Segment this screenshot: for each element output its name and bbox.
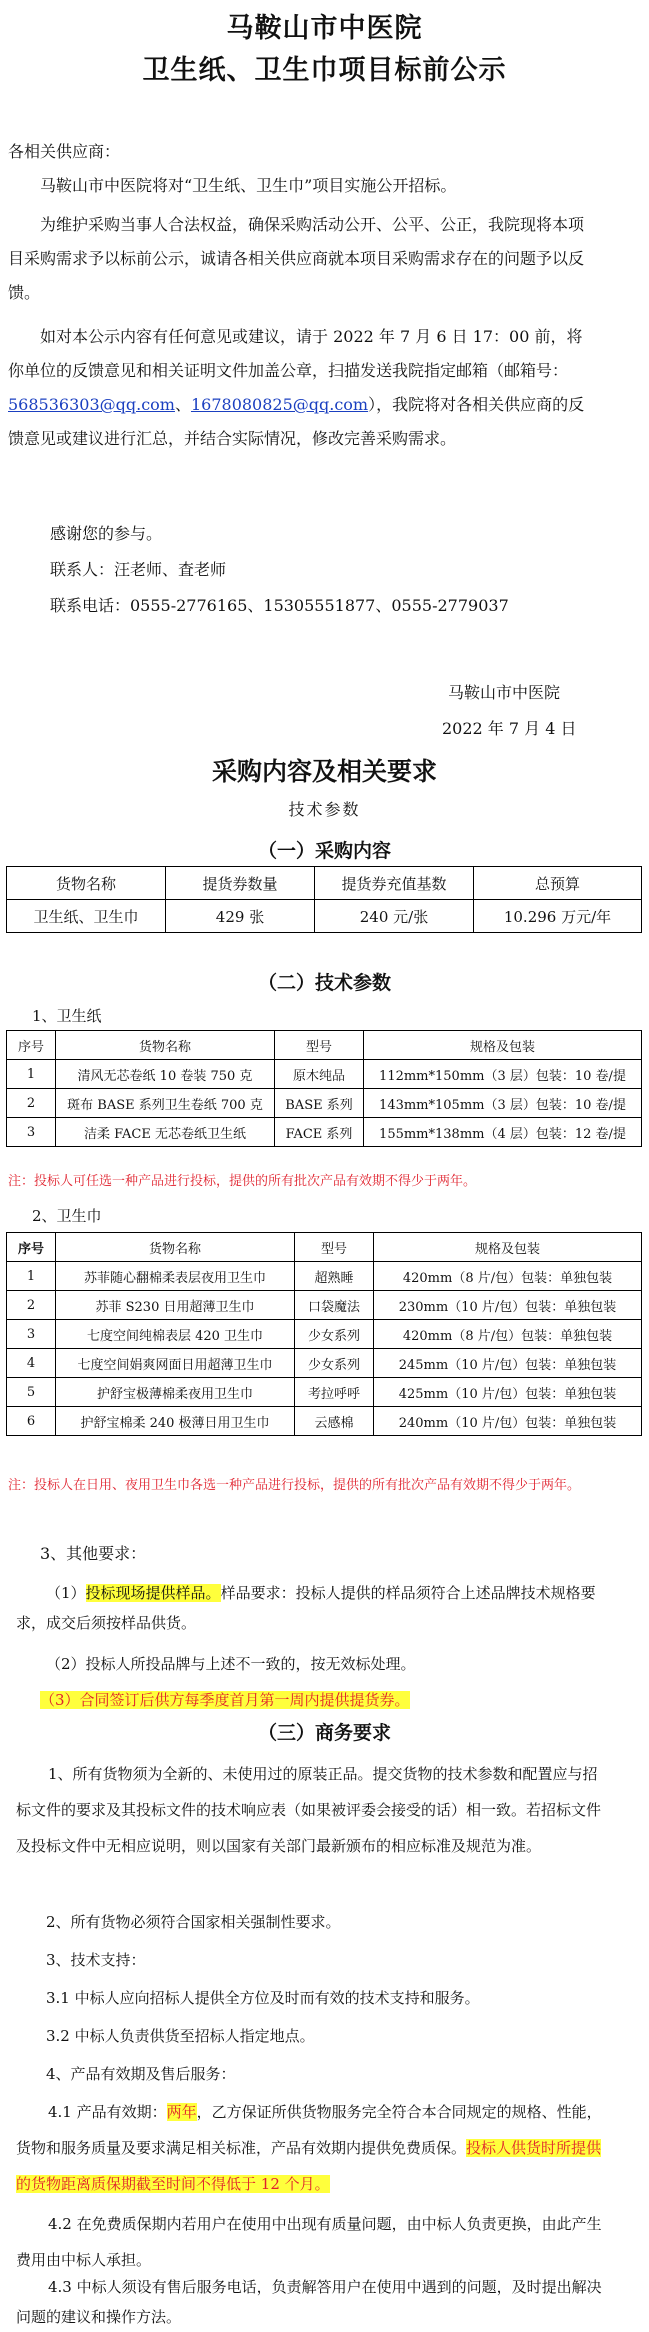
- sign-date: 2022 年 7 月 4 日: [442, 719, 577, 738]
- thanks-text: 感谢您的参与。: [50, 524, 163, 543]
- table-header-cell: 规格及包装: [374, 1233, 642, 1262]
- table-cell: 240mm（10 片/包）包装：单独包装: [374, 1407, 642, 1436]
- table-cell: 超熟睡: [295, 1262, 374, 1291]
- business-item-1: 1、所有货物须为全新的、未使用过的原装正品。提交货物的技术参数和配置应与招标文件的要求及其投标文件的技术响应表（如果被评委会接受的话）相一致。若招标文件及投标文件中无相应说明，则以国家有关部门最新颁布的相应标准及规范为准。: [16, 1765, 602, 1855]
- table-cell: 护舒宝棉柔 240 极薄日用卫生巾: [56, 1407, 295, 1436]
- table-cell: 155mm*138mm（4 层）包装：12 卷/提: [364, 1118, 642, 1147]
- toilet-paper-table: [6, 1030, 642, 1147]
- contact-phone: 联系电话：0555-2776165、15305551877、0555-2779037: [50, 596, 509, 615]
- table-cell: 卫生纸、卫生巾: [7, 900, 166, 933]
- table-row: [7, 1089, 642, 1118]
- business-item-4: 4、产品有效期及售后服务：: [46, 2065, 236, 2083]
- table-cell: 1: [7, 1262, 56, 1291]
- table-cell: FACE 系列: [275, 1118, 364, 1147]
- table-cell: 5: [7, 1378, 56, 1407]
- notice-title: 卫生纸、卫生巾项目标前公示: [142, 55, 507, 86]
- table-cell: 斑布 BASE 系列卫生卷纸 700 克: [56, 1089, 275, 1118]
- other-requirement-1-rest: 样品要求：投标人提供的样品须符合上述品牌技术规格要求，成交后须按样品供货。: [16, 1584, 596, 1632]
- table-header-row: [7, 867, 642, 900]
- other-requirement-3: [40, 1686, 600, 1714]
- feedback-text-b: ），我院将对各相关供应商的反馈意见或建议进行汇总，并结合实际情况，修改完善采购需求。: [8, 395, 585, 448]
- table-cell: 3: [7, 1118, 56, 1147]
- validity-text: ，乙方保证所供货物服务完全符合本合同规定的规格、性能，货物和服务质量及要求满足相关标准，产品有效期内提供免费质保。: [16, 2103, 602, 2157]
- table-cell: 口袋魔法: [295, 1291, 374, 1320]
- other-requirement-2: （2）投标人所投品牌与上述不一致的，按无效标处理。: [46, 1655, 416, 1673]
- business-item-2: 2、所有货物必须符合国家相关强制性要求。: [46, 1913, 341, 1931]
- table-cell: 苏菲 S230 日用超薄卫生巾: [56, 1291, 295, 1320]
- table-cell: 240 元/张: [315, 900, 474, 933]
- para-intro: 马鞍山市中医院将对“卫生纸、卫生巾”项目实施公开招标。: [40, 176, 457, 195]
- table-cell: 230mm（10 片/包）包装：单独包装: [374, 1291, 642, 1320]
- business-item-4-3: 4.3 中标人须设有售后服务电话，负责解答用户在使用中遇到的问题，及时提出解决问题的建议和操作方法。: [16, 2278, 602, 2326]
- table-cell: 2: [7, 1291, 56, 1320]
- sample-highlight: 投标现场提供样品。: [85, 1584, 221, 1602]
- table-header-cell: 提货券数量: [166, 867, 315, 900]
- email-separator: 、: [174, 395, 191, 414]
- table-cell: 护舒宝极薄棉柔夜用卫生巾: [56, 1378, 295, 1407]
- table-cell: 1: [7, 1060, 56, 1089]
- table-cell: 云感棉: [295, 1407, 374, 1436]
- table-cell: 420mm（8 片/包）包装：单独包装: [374, 1320, 642, 1349]
- section-tech-title: （二）技术参数: [257, 972, 391, 994]
- table-cell: 七度空间娟爽网面日用超薄卫生巾: [56, 1349, 295, 1378]
- table-cell: 考拉呼呼: [295, 1378, 374, 1407]
- table-header-cell: 规格及包装: [364, 1031, 642, 1060]
- business-item-3: 3、技术支持：: [46, 1951, 146, 1969]
- other-requirement-1-prefix: （1）: [46, 1584, 86, 1602]
- business-item-4-1: [16, 2094, 606, 2202]
- table-cell: 112mm*150mm（3 层）包装：10 卷/提: [364, 1060, 642, 1089]
- email-link-2[interactable]: 1678080825@qq.com: [190, 395, 369, 414]
- table-header-cell: 提货券充值基数: [315, 867, 474, 900]
- other-requirement-1: [16, 1578, 606, 1638]
- business-item-3-1: 3.1 中标人应向招标人提供全方位及时而有效的技术支持和服务。: [46, 1989, 480, 2007]
- table-header-cell: 货物名称: [7, 867, 166, 900]
- salutation: 各相关供应商：: [8, 142, 121, 161]
- table-row: [7, 1407, 642, 1436]
- table-row: [7, 1262, 642, 1291]
- table-cell: 420mm（8 片/包）包装：单独包装: [374, 1262, 642, 1291]
- feedback-text-a: 如对本公示内容有任何意见或建议，请于 2022 年 7 月 6 日 17：00 前，将你单位的反馈意见和相关证明文件加盖公章，扫描发送我院指定邮箱（邮箱号：: [8, 327, 583, 380]
- para-purpose: 为维护采购当事人合法权益，确保采购活动公开、公平、公正，我院现将本项目采购需求予以标前公示，诚请各相关供应商就本项目采购需求存在的问题予以反馈。: [8, 215, 585, 302]
- table-cell: BASE 系列: [275, 1089, 364, 1118]
- voucher-highlight: （3）合同签订后供方每季度首月第一周内提供提货券。: [40, 1691, 410, 1709]
- sign-organization: 马鞍山市中医院: [448, 683, 561, 702]
- email-link-1[interactable]: 568536303@qq.com: [8, 395, 175, 414]
- table-header-cell: 型号: [275, 1031, 364, 1060]
- table-cell: 10.296 万元/年: [474, 900, 642, 933]
- table-header-cell: 序号: [7, 1233, 56, 1262]
- table-row: [7, 1349, 642, 1378]
- business-item-4-2: 4.2 在免费质保期内若用户在使用中出现有质量问题，由中标人负责更换，由此产生费用由中标人承担。: [16, 2215, 602, 2269]
- table-cell: 原木纯品: [275, 1060, 364, 1089]
- table-cell: 3: [7, 1320, 56, 1349]
- table-row: [7, 1378, 642, 1407]
- table-cell: 少女系列: [295, 1349, 374, 1378]
- table-header-cell: 型号: [295, 1233, 374, 1262]
- table-cell: 425mm（10 片/包）包装：单独包装: [374, 1378, 642, 1407]
- table-row: [7, 1118, 642, 1147]
- table-cell: 6: [7, 1407, 56, 1436]
- table-cell: 少女系列: [295, 1320, 374, 1349]
- hospital-title: 马鞍山市中医院: [226, 13, 423, 44]
- requirements-title: 采购内容及相关要求: [211, 757, 437, 786]
- table-cell: 4: [7, 1349, 56, 1378]
- validity-label: 4.1 产品有效期：: [48, 2103, 167, 2121]
- business-item-3-2: 3.2 中标人负责供货至招标人指定地点。: [46, 2027, 315, 2045]
- table-cell: 429 张: [166, 900, 315, 933]
- table-cell: 143mm*105mm（3 层）包装：10 卷/提: [364, 1089, 642, 1118]
- table-header-cell: 货物名称: [56, 1233, 295, 1262]
- table-cell: 苏菲随心翻棉柔表层夜用卫生巾: [56, 1262, 295, 1291]
- table-row: [7, 1060, 642, 1089]
- table-header-cell: 货物名称: [56, 1031, 275, 1060]
- table-row: [7, 900, 642, 933]
- table-header-cell: 序号: [7, 1031, 56, 1060]
- para-feedback: [8, 320, 598, 456]
- section-business-title: （三）商务要求: [257, 1722, 391, 1744]
- toilet-paper-note: 注：投标人可任选一种产品进行投标，提供的所有批次产品有效期不得少于两年。: [8, 1174, 477, 1189]
- procurement-table: [6, 866, 642, 933]
- sanitary-pad-table: [6, 1232, 642, 1436]
- table-cell: 2: [7, 1089, 56, 1118]
- sanitary-pad-label: 2、卫生巾: [32, 1207, 102, 1225]
- section-procurement-title: （一）采购内容: [257, 840, 391, 862]
- table-row: [7, 1291, 642, 1320]
- table-cell: 七度空间纯棉表层 420 卫生巾: [56, 1320, 295, 1349]
- validity-highlight: 两年: [166, 2103, 197, 2121]
- toilet-paper-label: 1、卫生纸: [32, 1007, 102, 1025]
- table-header-cell: 总预算: [474, 867, 642, 900]
- table-header-row: [7, 1233, 642, 1262]
- table-cell: 洁柔 FACE 无芯卷纸卫生纸: [56, 1118, 275, 1147]
- table-header-row: [7, 1031, 642, 1060]
- table-cell: 245mm（10 片/包）包装：单独包装: [374, 1349, 642, 1378]
- table-cell: 清风无芯卷纸 10 卷装 750 克: [56, 1060, 275, 1089]
- other-requirements-title: 3、其他要求：: [40, 1544, 147, 1563]
- shelf-life-highlight: 投标人供货时所提供的货物距离质保期截至时间不得低于 12 个月。: [16, 2139, 602, 2193]
- requirements-subtitle: 技术参数: [288, 800, 361, 819]
- table-row: [7, 1320, 642, 1349]
- contact-person: 联系人：汪老师、査老师: [50, 560, 227, 579]
- sanitary-pad-note: 注：投标人在日用、夜用卫生巾各选一种产品进行投标，提供的所有批次产品有效期不得少于两年。: [8, 1478, 581, 1493]
